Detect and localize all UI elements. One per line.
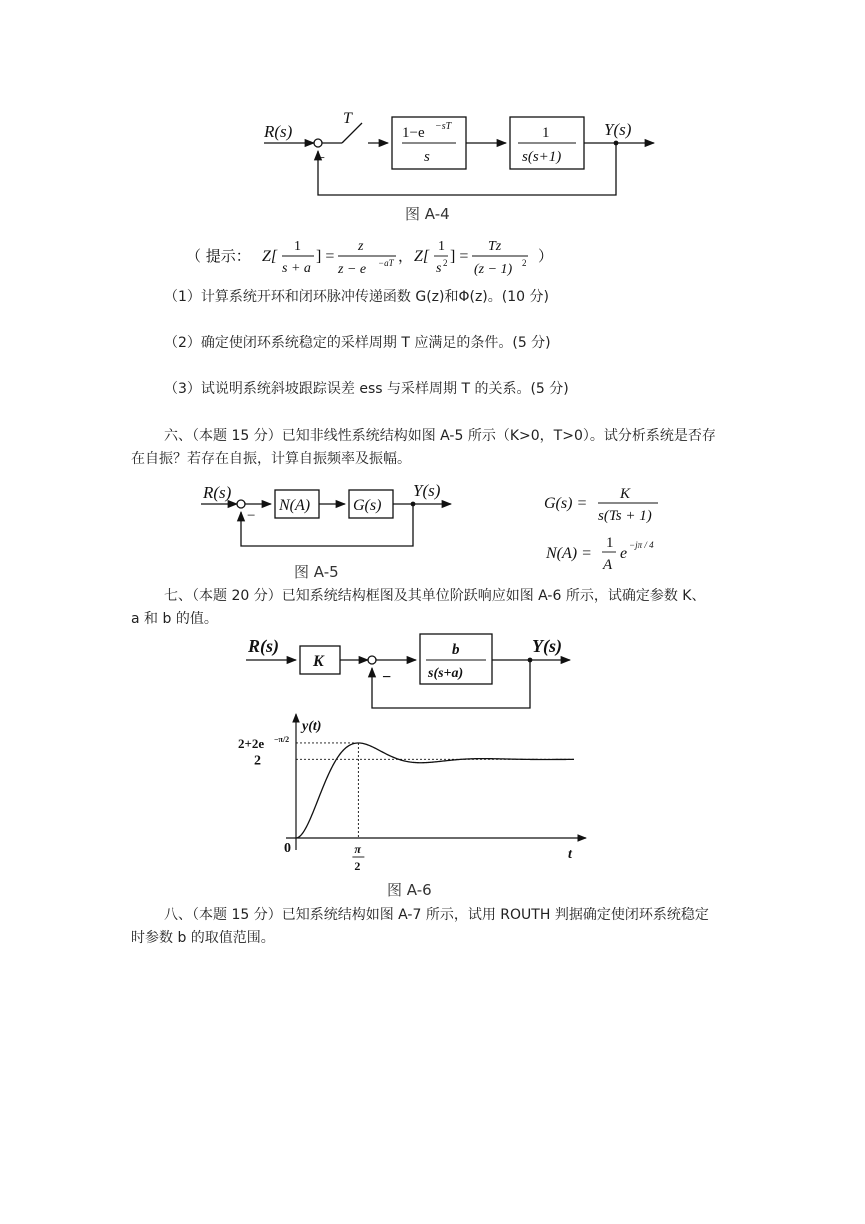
a5-summing-junction xyxy=(237,500,245,508)
a4-caption: 图 A-4 xyxy=(405,205,450,223)
a5-equations xyxy=(540,478,700,578)
q5-item-1: （1）计算系统开环和闭环脉冲传递函数 G(z)和Φ(z)。(10 分) xyxy=(164,289,549,305)
a4-zoh-numerator: 1−e xyxy=(402,125,425,141)
figure-a5-block-diagram xyxy=(195,478,465,554)
hint-close: ） xyxy=(538,247,554,265)
a6-input-label: R(s) xyxy=(248,636,279,656)
hint-z1-num: 1 xyxy=(294,239,301,254)
a4-minus-sign: − xyxy=(316,150,326,167)
n-eq-den: A xyxy=(603,557,613,573)
a6-output-label: Y(s) xyxy=(532,636,562,656)
hint-z2-num: 1 xyxy=(438,239,445,254)
hint-z2-rden-exp: 2 xyxy=(522,258,527,268)
a6-summing-junction xyxy=(368,656,376,664)
q6-line-2: 在自振？若存在自振，计算自振频率及振幅。 xyxy=(131,451,411,467)
g-eq-den: s(Ts + 1) xyxy=(598,508,652,524)
a4-input-label: R(s) xyxy=(264,122,293,141)
figure-a6-step-response-chart xyxy=(234,710,594,875)
hint-z2-den-exp: 2 xyxy=(443,258,448,268)
chart-series-step-response xyxy=(296,743,574,838)
hint-z2-rnum: Tz xyxy=(488,239,502,254)
q5-item-3: （3）试说明系统斜坡跟踪误差 ess 与采样周期 T 的关系。(5 分) xyxy=(164,381,569,397)
hint-z2-close: ] = xyxy=(450,248,469,265)
hint-z1-close: ] = xyxy=(316,248,335,265)
q7-line-2: a 和 b 的值。 xyxy=(131,611,218,627)
hint-z2-lhs: Z[ xyxy=(414,248,430,265)
a4-switch-label: T xyxy=(343,110,352,127)
chart-x-label: t xyxy=(568,847,572,862)
q6-line-1: 六、（本题 15 分）已知非线性系统结构如图 A-5 所示（K>0，T>0）。试分析系统是否存 xyxy=(164,428,716,444)
hint-z1-exp: −aT xyxy=(378,258,394,268)
chart-ytick-peak-exp: −π/2 xyxy=(274,734,290,744)
figure-a6-block-diagram xyxy=(240,630,585,715)
hint-z2-den: s xyxy=(436,261,442,276)
a5-nonlinear-label: N(A) xyxy=(279,497,311,514)
n-eq-lhs: N(A) = xyxy=(546,545,592,562)
a5-output-label: Y(s) xyxy=(413,481,441,500)
g-eq-num: K xyxy=(620,486,631,502)
a6-gain-label: K xyxy=(313,653,324,670)
a4-output-label: Y(s) xyxy=(604,120,632,139)
z-transform-hint xyxy=(182,228,562,282)
chart-y-label: y(t) xyxy=(302,719,322,734)
n-eq-num: 1 xyxy=(606,535,614,551)
a5-input-label: R(s) xyxy=(203,483,232,502)
n-eq-e: e xyxy=(620,545,628,562)
a5-linear-label: G(s) xyxy=(353,497,382,514)
a4-zoh-numerator-exp: −sT xyxy=(435,121,452,132)
g-eq-lhs: G(s) = xyxy=(544,495,588,512)
q5-item-2: （2）确定使闭环系统稳定的采样周期 T 应满足的条件。(5 分) xyxy=(164,335,551,351)
hint-z1-lhs: Z[ xyxy=(262,248,278,265)
a4-plant-denominator: s(s+1) xyxy=(522,149,562,165)
a4-summing-junction xyxy=(314,139,322,147)
chart-xtick-denominator: 2 xyxy=(354,859,361,873)
a4-zoh-denominator: s xyxy=(424,149,430,165)
n-eq-exp: −jπ / 4 xyxy=(629,540,654,550)
a6-minus-sign: − xyxy=(382,669,392,686)
a4-plant-numerator: 1 xyxy=(542,125,550,141)
chart-origin-label: 0 xyxy=(284,841,291,856)
hint-open: （ 提示： xyxy=(186,247,251,265)
hint-z1-den: s + a xyxy=(282,261,311,276)
a6-plant-denominator: s(s+a) xyxy=(428,666,464,681)
hint-sep: ， xyxy=(398,247,414,265)
hint-z2-rden: (z − 1) xyxy=(474,262,513,277)
hint-z1-rnum: z xyxy=(358,239,364,254)
hint-z1-rden: z − e xyxy=(338,262,367,277)
figure-a4-block-diagram xyxy=(250,105,670,205)
q7-line-1: 七、（本题 20 分）已知系统结构框图及其单位阶跃响应如图 A-6 所示，试确定参数 K、 xyxy=(164,588,706,604)
q8-line-2: 时参数 b 的取值范围。 xyxy=(131,930,275,946)
a6-plant-numerator: b xyxy=(452,642,460,658)
q8-line-1: 八、（本题 15 分）已知系统结构如图 A-7 所示，试用 ROUTH 判据确定使闭环系统稳定 xyxy=(164,907,709,923)
chart-ytick-steady: 2 xyxy=(254,753,261,769)
chart-xtick-numerator: π xyxy=(354,842,361,856)
chart-ytick-peak: 2+2e xyxy=(238,735,265,751)
a5-caption: 图 A-5 xyxy=(294,563,339,581)
a6-caption: 图 A-6 xyxy=(387,881,432,899)
a5-minus-sign: − xyxy=(247,508,256,524)
